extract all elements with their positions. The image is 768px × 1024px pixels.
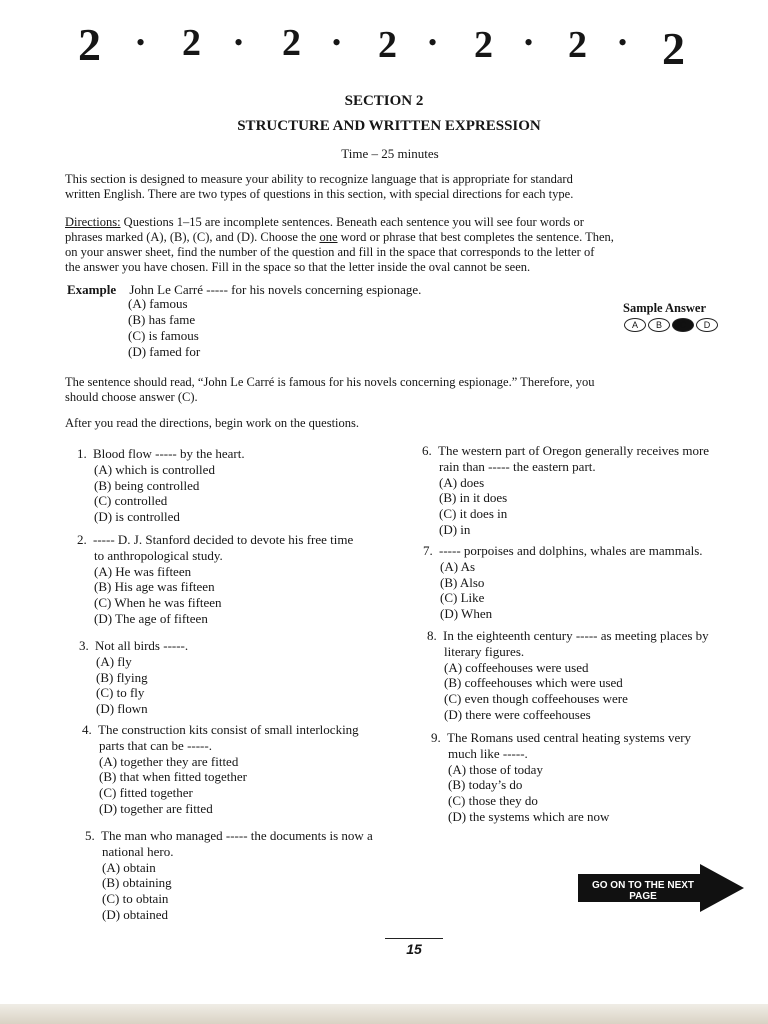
example-option: (D) famed for: [128, 344, 201, 359]
answer-option: (D) flown: [96, 701, 148, 717]
section-digit: 2: [568, 24, 587, 66]
question-stem-continued: literary figures.: [444, 643, 525, 659]
section-number-banner: [78, 20, 698, 80]
question-stem: The Romans used central heating systems very: [447, 730, 692, 745]
answer-oval: D: [696, 318, 718, 332]
example-label: Example: [67, 282, 117, 297]
question-number: 9.: [431, 730, 441, 745]
answer-option: (D) the systems which are now: [448, 808, 610, 824]
bullet-separator: •: [428, 28, 438, 57]
question-8: [427, 628, 709, 723]
question-stem-continued: rain than ----- the eastern part.: [439, 458, 596, 474]
page-bottom-edge: [0, 1004, 768, 1024]
question-stem: ----- porpoises and dolphins, whales are mammals.: [439, 543, 703, 558]
question-number: 5.: [85, 828, 95, 843]
answer-oval-filled: C: [672, 318, 694, 332]
question-stem: In the eighteenth century ----- as meeting places by: [443, 628, 709, 643]
answer-option: (B) today’s do: [448, 777, 523, 793]
section-subtitle: STRUCTURE AND WRITTEN EXPRESSION: [237, 118, 541, 134]
answer-option: (A) coffeehouses were used: [444, 659, 589, 675]
question-2: [77, 532, 353, 627]
example-option: (B) has fame: [128, 312, 196, 327]
question-stem: Not all birds -----.: [95, 638, 189, 653]
directions-label: Directions:: [65, 215, 121, 229]
answer-option: (B) His age was fifteen: [94, 579, 215, 595]
answer-option: (D) obtained: [102, 906, 169, 922]
time-limit: Time – 25 minutes: [341, 146, 439, 161]
answer-option: (C) controlled: [94, 493, 168, 509]
answer-option: (B) coffeehouses which were used: [444, 675, 623, 691]
bullet-separator: •: [524, 28, 534, 57]
answer-option: (B) Also: [440, 574, 485, 590]
section-digit: 2: [474, 24, 493, 66]
question-number: 8.: [427, 628, 437, 643]
example-options: [128, 296, 200, 360]
example-option: (C) is famous: [128, 328, 199, 343]
answer-option: (C) those they do: [448, 793, 538, 809]
answer-oval: B: [648, 318, 670, 332]
question-9: [431, 730, 691, 825]
answer-oval: A: [624, 318, 646, 332]
explanation-line: should choose answer (C).: [65, 390, 198, 404]
section-title: SECTION 2: [344, 93, 424, 109]
question-stem: The construction kits consist of small interlocking: [98, 722, 359, 737]
answer-option: (B) being controlled: [94, 477, 200, 493]
answer-option: (C) even though coffeehouses were: [444, 691, 628, 707]
answer-option: (A) obtain: [102, 859, 156, 875]
explanation-line: The sentence should read, “John Le Carré is famous for his novels concerning espionage.” Therefore, you: [65, 375, 595, 389]
section-digit: 2: [182, 22, 201, 64]
question-stem: The man who managed ----- the documents is now a: [101, 828, 373, 843]
intro-paragraph: [65, 172, 665, 202]
answer-option: (B) obtaining: [102, 875, 172, 891]
bullet-separator: •: [618, 28, 628, 57]
question-stem-continued: parts that can be -----.: [99, 737, 212, 753]
answer-option: (C) fitted together: [99, 785, 193, 801]
question-number: 1.: [77, 446, 87, 461]
explanation-paragraph: [65, 375, 665, 405]
question-number: 6.: [422, 443, 432, 458]
answer-option: (A) fly: [96, 653, 132, 669]
example-option: (A) famous: [128, 296, 188, 311]
page-number: 15: [385, 938, 443, 957]
section-digit: 2: [662, 23, 685, 74]
section-digit: 2: [282, 22, 301, 64]
answer-option: (A) together they are fitted: [99, 753, 239, 769]
next-page-label: GO ON TO THE NEXT PAGE: [591, 880, 695, 902]
example-question: [67, 282, 421, 298]
question-stem: The western part of Oregon generally receives more: [438, 443, 710, 458]
question-3: [79, 638, 188, 717]
answer-option: (B) that when fitted together: [99, 769, 248, 785]
answer-option: (C) to fly: [96, 685, 145, 701]
example-sentence: John Le Carré ----- for his novels concerning espionage.: [129, 282, 422, 297]
question-stem: Blood flow ----- by the heart.: [93, 446, 245, 461]
section-digit: 2: [78, 19, 101, 70]
answer-option: (D) there were coffeehouses: [444, 706, 591, 722]
question-number: 7.: [423, 543, 433, 558]
question-6: [422, 443, 709, 538]
bullet-separator: •: [234, 28, 244, 57]
sample-answer-label: Sample Answer: [623, 301, 706, 315]
answer-option: (C) to obtain: [102, 891, 169, 907]
intro-line: This section is designed to measure your ability to recognize language that is appropriate for standard: [65, 172, 573, 186]
bullet-separator: •: [332, 28, 342, 57]
sample-answer-ovals: [624, 318, 718, 332]
answer-option: (B) flying: [96, 669, 148, 685]
question-number: 2.: [77, 532, 87, 547]
question-number: 4.: [82, 722, 92, 737]
answer-option: (D) is controlled: [94, 509, 180, 525]
directions-line: phrases marked (A), (B), (C), and (D). Choose the one word or phrase that best completes the sentence. Then,: [65, 230, 614, 244]
question-1: [77, 446, 245, 525]
begin-instruction: After you read the directions, begin work on the questions.: [65, 416, 360, 430]
section-digit: 2: [378, 24, 397, 66]
answer-option: (D) The age of fifteen: [94, 610, 208, 626]
answer-option: (A) As: [440, 558, 476, 574]
question-stem-continued: to anthropological study.: [94, 547, 223, 563]
answer-option: (A) which is controlled: [94, 461, 215, 477]
answer-option: (A) He was fifteen: [94, 563, 192, 579]
answer-option: (C) Like: [440, 590, 485, 606]
question-7: [423, 543, 703, 622]
directions-paragraph: [65, 215, 665, 275]
directions-line: the answer you have chosen. Fill in the space so that the letter inside the oval cannot be seen.: [65, 260, 531, 274]
bullet-separator: •: [136, 28, 146, 57]
question-stem-continued: much like -----.: [448, 745, 528, 761]
answer-option: (C) When he was fifteen: [94, 595, 222, 611]
answer-option: (A) does: [439, 474, 485, 490]
question-stem-continued: national hero.: [102, 843, 174, 859]
question-number: 3.: [79, 638, 89, 653]
question-5: [85, 828, 373, 923]
answer-option: (D) When: [440, 606, 493, 622]
answer-option: (B) in it does: [439, 490, 508, 506]
answer-option: (D) in: [439, 521, 471, 537]
question-stem: ----- D. J. Stanford decided to devote his free time: [93, 532, 354, 547]
answer-option: (C) it does in: [439, 506, 508, 522]
answer-option: (A) those of today: [448, 761, 543, 777]
intro-line: written English. There are two types of questions in this section, with special directions for each type.: [65, 187, 574, 201]
answer-option: (D) together are fitted: [99, 800, 213, 816]
directions-line: Directions: Questions 1–15 are incomplete sentences. Beneath each sentence you will see four words or: [65, 215, 584, 229]
question-4: [82, 722, 359, 817]
directions-line: on your answer sheet, find the number of the question and fill in the space that corresponds to the letter of: [65, 245, 595, 259]
